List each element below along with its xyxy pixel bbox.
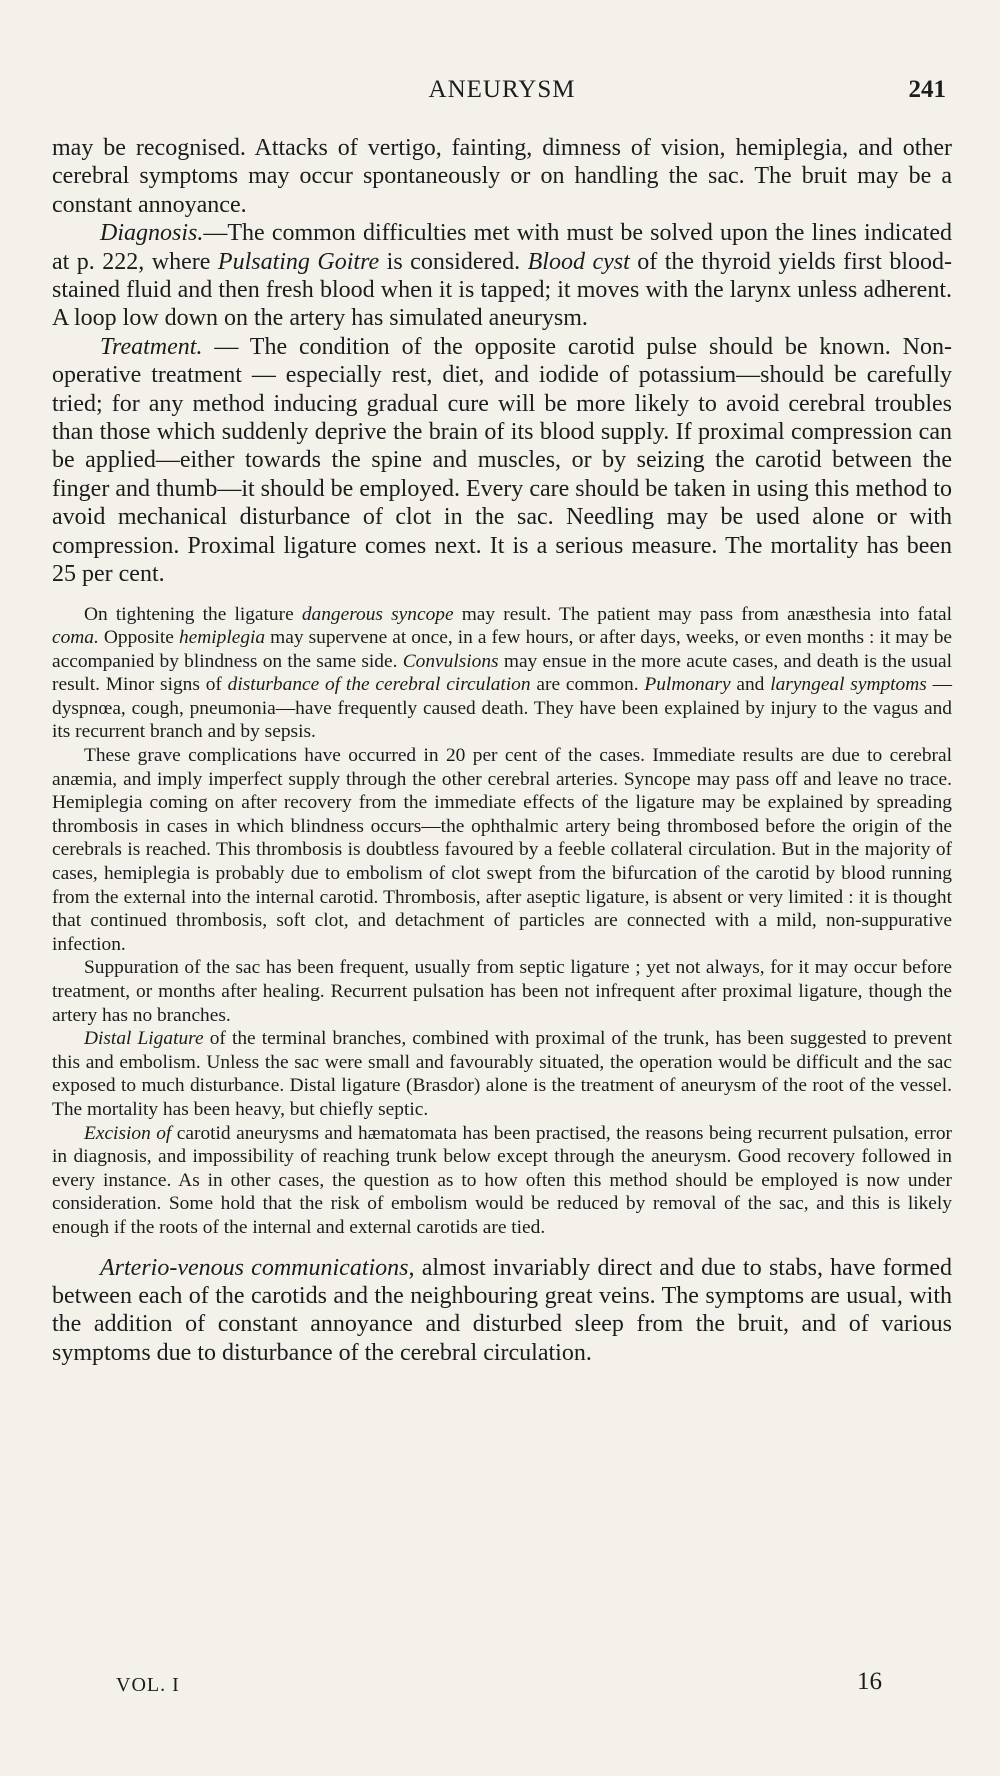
heading-diagnosis: Diagnosis. xyxy=(100,220,204,247)
closing-text-block xyxy=(52,1254,952,1368)
heading-treatment: Treatment. xyxy=(100,333,203,360)
term-pulsating-goitre: Pulsating Goitre xyxy=(217,248,380,275)
small-print-block xyxy=(52,603,952,1240)
paragraph-suppuration: Suppuration of the sac has been frequent, usually from septic ligature ; yet not always, for it may occur before treatment, or months after healing. Recurrent pulsation has been not infrequent after proximal ligature, though the artery has no branches. xyxy=(52,957,952,1026)
sheet-number: 16 xyxy=(857,1668,882,1695)
term-blood-cyst: Blood cyst xyxy=(527,248,630,275)
paragraph-excision: Excision of carotid aneurysms and hæmatomata has been practised, the reasons being recurrent pulsation, error in diagnosis, and impossibility of reaching trunk below except through the aneurysm. Good recovery followed in every instance. As in other cases, the question as to how often this method should be employed is now under consideration. Some hold that the risk of embolism would be reduced by removal of the sac, and this is likely enough if the roots of the internal and external carotids are tied. xyxy=(52,1122,952,1238)
page-footer xyxy=(116,1668,882,1702)
running-head xyxy=(52,76,952,116)
main-text-block xyxy=(52,134,952,589)
paragraph-distal-ligature: Distal Ligature of the terminal branches, combined with proximal of the trunk, has been suggested to prevent this and embolism. Unless the sac were small and favourably situated, the operation would be difficult and the sac exposed to much disturbance. Distal ligature (Brasdor) alone is the treatment of aneurysm of the root of the vessel. The mortality has been heavy, but chiefly septic. xyxy=(52,1028,952,1120)
heading-arterio-venous: Arterio-venous communications, xyxy=(100,1254,415,1281)
heading-excision: Excision of xyxy=(84,1122,172,1144)
paragraph-treatment: Treatment. — The condition of the opposite carotid pulse should be known. Non-operative treatment — especially rest, diet, and iodide of potassium—should be carefully tried; for any method inducing gradual cure will be more likely to avoid cerebral troubles than those which suddenly deprive the brain of its blood supply. If proximal compression can be applied—either towards the spine and muscles, or by seizing the carotid between the finger and thumb—it should be employed. Every care should be taken in using this method to avoid mechanical disturbance of clot in the sac. Needling may be used alone or with compression. Proximal ligature comes next. It is a serious measure. The mortality has been 25 per cent. xyxy=(52,333,952,588)
running-title: ANEURYSM xyxy=(428,76,576,103)
paragraph-ligature-complications: On tightening the ligature dangerous syncope may result. The patient may pass from anæsthesia into fatal coma. Opposite hemiplegia may supervene at once, in a few hours, or after days, weeks, or even months : it may be accompanied by blindness on the same side. Convulsions may ensue in the more acute cases, and death is the usual result. Minor signs of disturbance of the cerebral circulation are common. Pulmonary and laryngeal symptoms — dyspnœa, cough, pneumonia—have frequently caused death. They have been explained by injury to the vagus and its recurrent branch and by sepsis. xyxy=(52,603,952,743)
volume-signature: VOL. I xyxy=(116,1674,180,1696)
paragraph-grave-complications: These grave complications have occurred in 20 per cent of the cases. Immediate results are due to cerebral anæmia, and imply imperfect supply through the other cerebral arteries. Syncope may pass off and leave no trace. Hemiplegia coming on after recovery from the immediate effects of the ligature may be explained by spreading thrombosis in cases in which blindness occurs—the ophthalmic artery being thrombosed before the origin of the cerebrals is reached. This thrombosis is doubtless favoured by a feeble collateral circulation. But in the majority of cases, hemiplegia is probably due to embolism of clot swept from the bifurcation of the carotid by blood running from the external into the internal carotid. Thrombosis, after aseptic ligature, is absent or very limited : it is thought that continued thrombosis, soft clot, and detachment of particles are connected with a mild, non-suppurative infection. xyxy=(52,745,952,955)
heading-distal-ligature: Distal Ligature xyxy=(84,1028,204,1050)
body-text xyxy=(52,134,952,1367)
paragraph-symptoms: may be recognised. Attacks of vertigo, fainting, dimness of vision, hemiplegia, and other cerebral symptoms may occur spontaneously or on handling the sac. The bruit may be a constant annoyance. xyxy=(52,135,952,218)
paragraph-arterio-venous: Arterio-venous communications, almost invariably direct and due to stabs, have formed between each of the carotids and the neighbouring great veins. The symptoms are usual, with the addition of constant annoyance and disturbed sleep from the bruit, and of various symptoms due to disturbance of the cerebral circulation. xyxy=(52,1254,952,1366)
page-number: 241 xyxy=(908,76,946,103)
paragraph-diagnosis: Diagnosis.—The common difficulties met with must be solved upon the lines indicated at p. 222, where Pulsating Goitre is considered. Blood cyst of the thyroid yields first blood-stained fluid and then fresh blood when it is tapped; it moves with the larynx unless adherent. A loop low down on the artery has simulated aneurysm. xyxy=(52,220,952,332)
